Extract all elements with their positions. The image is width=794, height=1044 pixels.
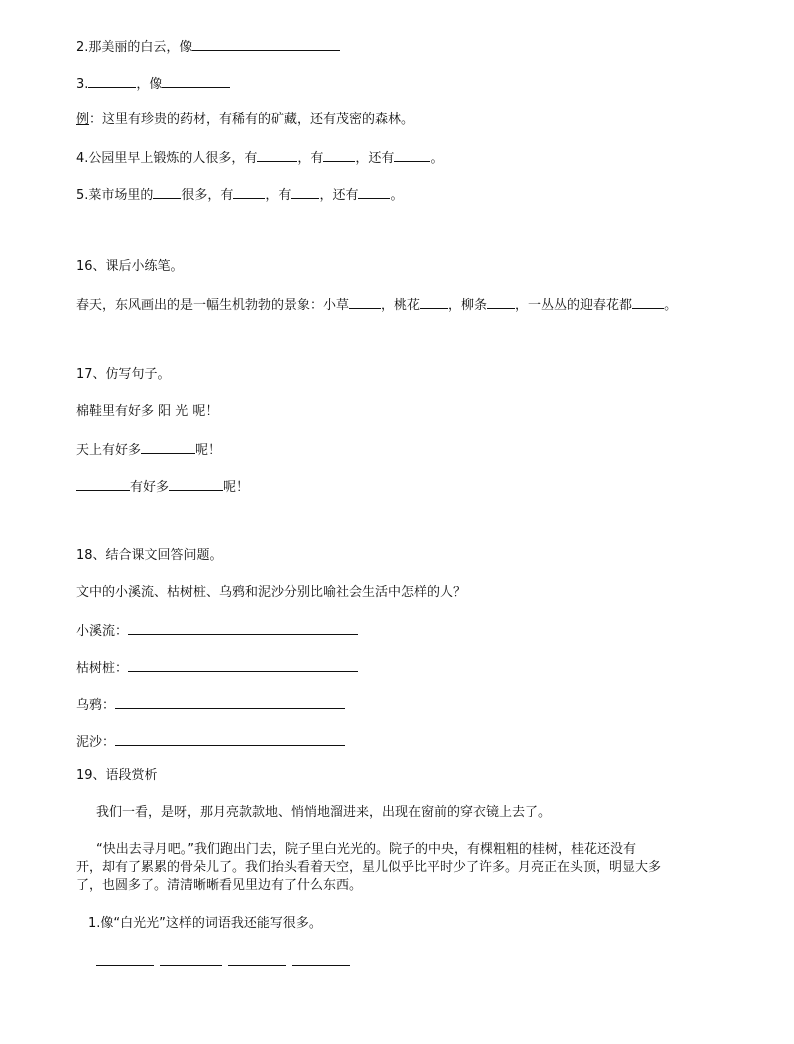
answer-blank[interactable]	[358, 185, 390, 199]
q16-text-b: ，桃花	[381, 298, 421, 313]
item-4-text-b: ，有	[297, 151, 324, 166]
item-3	[76, 74, 230, 94]
example-sentence	[76, 111, 414, 129]
question-19-title: 19、语段赏析	[76, 768, 158, 783]
answer-blank[interactable]	[192, 37, 340, 51]
item-4-text-a: 4.公园里早上锻炼的人很多，有	[76, 151, 258, 166]
q18-answer-label: 乌鸦：	[76, 698, 116, 713]
q18-answer-3	[76, 695, 345, 715]
example-text: ：这里有珍贵的药材，有稀有的矿藏，还有茂密的森林。	[89, 112, 415, 127]
answer-blank[interactable]	[162, 74, 230, 88]
answer-blank[interactable]	[323, 148, 355, 162]
answer-blank[interactable]	[291, 185, 319, 199]
answer-blank[interactable]	[88, 74, 136, 88]
answer-blank[interactable]	[420, 295, 448, 309]
q18-answer-4	[76, 732, 345, 752]
item-2	[76, 37, 340, 57]
q16-text-a: 春天，东风画出的是一幅生机勃勃的景象：小草	[76, 298, 350, 313]
q19-paragraph-2-line-2: 开，却有了累累的骨朵儿了。我们抬头看着天空，星儿似乎比平时少了许多。月亮正在头顶，明显大多	[76, 860, 662, 875]
question-16-text	[76, 295, 677, 315]
answer-blank[interactable]	[233, 185, 265, 199]
answer-blank[interactable]	[349, 295, 381, 309]
q18-answer-1	[76, 621, 358, 641]
q17-line3-text-b: 呢！	[223, 480, 250, 495]
answer-blank[interactable]	[257, 148, 297, 162]
q19-paragraph-2-line-3: 了，也圆多了。清清晰晰看见里边有了什么东西。	[76, 878, 363, 893]
q18-question: 文中的小溪流、枯树桩、乌鸦和泥沙分别比喻社会生活中怎样的人？	[76, 585, 467, 600]
question-16-title: 16、课后小练笔。	[76, 259, 184, 274]
q18-answer-2	[76, 658, 358, 678]
q17-line-3	[76, 477, 249, 497]
question-18-title: 18、结合课文回答问题。	[76, 548, 223, 563]
item-5-text-c: ，有	[265, 188, 292, 203]
q16-text-c: ，柳条	[448, 298, 488, 313]
item-3-text: ，像	[136, 77, 163, 92]
answer-blank[interactable]	[160, 952, 222, 966]
answer-blank[interactable]	[487, 295, 515, 309]
q19-paragraph-1: 我们一看，是呀，那月亮款款地、悄悄地溜进来，出现在窗前的穿衣镜上去了。	[96, 805, 552, 820]
q16-text-d: ，一丛丛的迎春花都	[515, 298, 633, 313]
q17-line3-text-a: 有好多	[130, 480, 170, 495]
item-5-text-b: 很多，有	[181, 188, 234, 203]
q19-paragraph-2-line-1: “快出去寻月吧。”我们跑出门去，院子里白光光的。院子的中央，有棵粗粗的桂树，桂花还没有	[96, 842, 636, 857]
answer-line[interactable]	[115, 695, 345, 709]
question-17-title: 17、仿写句子。	[76, 367, 171, 382]
item-5-text-e: 。	[390, 188, 404, 203]
q18-answer-label: 小溪流：	[76, 624, 129, 639]
answer-line[interactable]	[128, 658, 358, 672]
q17-sample-sentence: 棉鞋里有好多 阳 光 呢！	[76, 404, 219, 419]
answer-blank[interactable]	[76, 477, 130, 491]
item-4-text-c: ，还有	[355, 151, 395, 166]
answer-blank[interactable]	[292, 952, 350, 966]
q19-sub-question-1: 1.像“白光光”这样的词语我还能写很多。	[88, 916, 322, 931]
answer-blank[interactable]	[228, 952, 286, 966]
item-5-text-d: ，还有	[319, 188, 359, 203]
item-4	[76, 148, 443, 168]
q17-line-2	[76, 440, 221, 460]
item-2-text: 2.那美丽的白云，像	[76, 40, 193, 55]
item-3-number: 3.	[76, 77, 89, 92]
item-4-text-d: 。	[430, 151, 444, 166]
item-5-text-a: 5.菜市场里的	[76, 188, 154, 203]
q18-answer-label: 枯树桩：	[76, 661, 129, 676]
answer-line[interactable]	[128, 621, 358, 635]
answer-blank[interactable]	[153, 185, 181, 199]
answer-blank[interactable]	[394, 148, 430, 162]
q18-answer-label: 泥沙：	[76, 735, 116, 750]
item-5	[76, 185, 403, 205]
q17-line2-text-a: 天上有好多	[76, 443, 142, 458]
answer-blank[interactable]	[632, 295, 664, 309]
answer-blank[interactable]	[96, 952, 154, 966]
example-label: 例	[76, 112, 90, 127]
answer-blank[interactable]	[169, 477, 223, 491]
q16-text-e: 。	[664, 298, 678, 313]
q19-word-blanks	[96, 952, 350, 972]
q17-line2-text-b: 呢！	[195, 443, 222, 458]
answer-line[interactable]	[115, 732, 345, 746]
answer-blank[interactable]	[141, 440, 195, 454]
